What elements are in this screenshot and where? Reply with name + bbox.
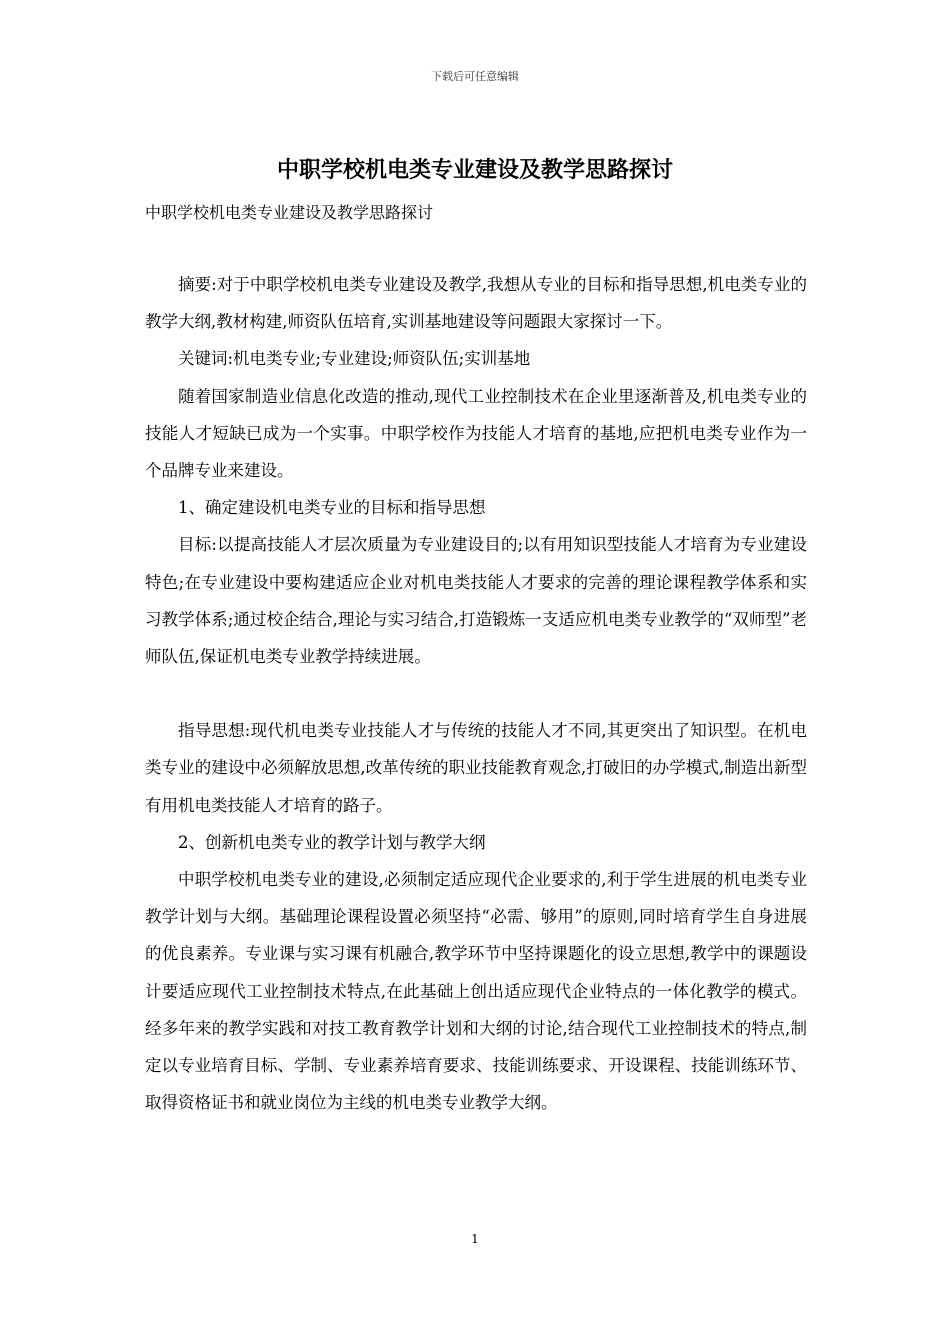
guiding-ideas-paragraph: 指导思想:现代机电类专业技能人才与传统的技能人才不同,其更突出了知识型。在机电类专业的建设中必须解放思想,改革传统的职业技能教育观念,打破旧的办学模式,制造出新型有用机电类技能人才培育的路子。 [145,721,807,815]
intro-paragraph: 随着国家制造业信息化改造的推动,现代工业控制技术在企业里逐渐普及,机电类专业的技能人才短缺已成为一个实事。中职学校作为技能人才培育的基地,应把机电类专业作为一个品牌专业来建设。 [145,386,807,481]
keywords-paragraph: 关键词:机电类专业;专业建设;师资队伍;实训基地 [178,349,531,369]
download-note: 下载后可任意编辑 [431,70,519,83]
document-title: 中职学校机电类专业建设及教学思路探讨 [276,157,673,183]
curriculum-paragraph: 中职学校机电类专业的建设,必须制定适应现代企业要求的,利于学生进展的机电类专业教学计划与大纲。基础理论课程设置必须坚持“必需、够用”的原则,同时培育学生自身进展的优良素养。专业课与实习课有机融合,教学环节中坚持课题化的设立思想,教学中的课题设计要适应现代工业控制技术特点,在此基础上创出适应现代企业特点的一体化教学的模式。经多年来的教学实践和对技工教育教学计划和大纲的讨论,结合现代工业控制技术的特点,制定以专业培育目标、学制、专业素养培育要求、技能训练要求、开设课程、技能训练环节、取得资格证书和就业岗位为主线的机电类专业教学大纲。 [145,870,807,1113]
document-subtitle: 中职学校机电类专业建设及教学思路探讨 [145,203,434,222]
abstract-paragraph: 摘要:对于中职学校机电类专业建设及教学,我想从专业的目标和指导思想,机电类专业的教学大纲,教材构建,师资队伍培育,实训基地建设等问题跟大家探讨一下。 [145,275,807,332]
goals-paragraph: 目标:以提高技能人才层次质量为专业建设目的;以有用知识型技能人才培育为专业建设特色;在专业建设中要构建适应企业对机电类技能人才要求的完善的理论课程教学体系和实习教学体系;通过校企结合,理论与实习结合,打造锻炼一支适应机电类专业教学的“双师型”老师队伍,保证机电类专业教学持续进展。 [145,535,807,667]
document-body [145,266,807,1121]
section-heading-2: 2、创新机电类专业的教学计划与教学大纲 [178,832,486,852]
section-heading-1: 1、确定建设机电类专业的目标和指导思想 [178,498,486,518]
page-number: 1 [471,1232,479,1246]
